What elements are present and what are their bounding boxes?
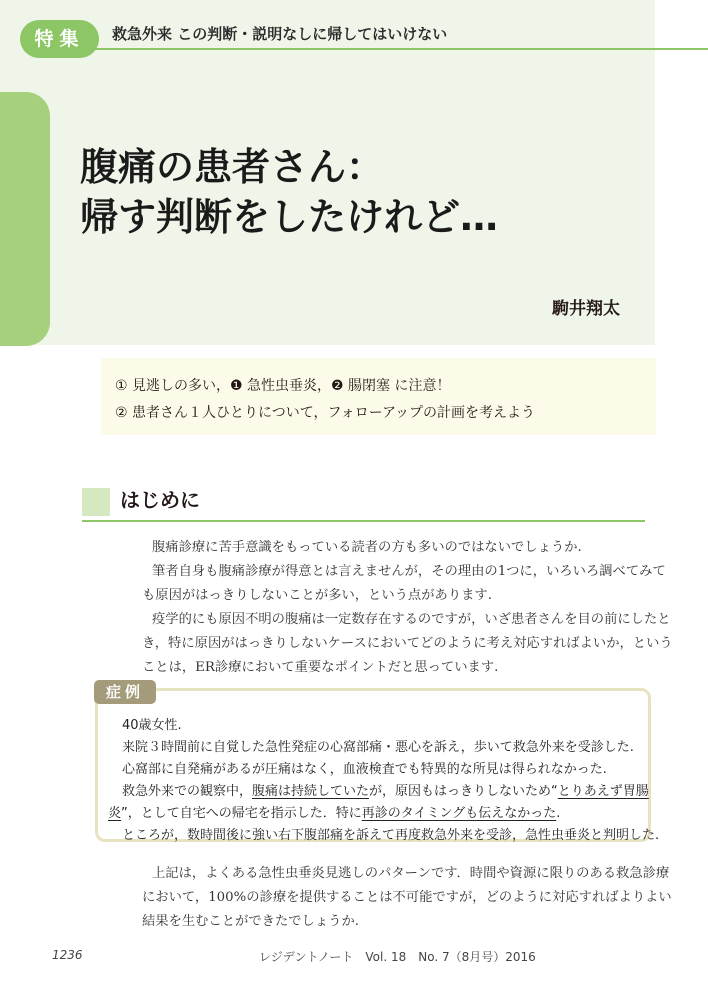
case-underlined-text: 炎 bbox=[108, 806, 122, 821]
case-line bbox=[122, 780, 649, 799]
case-line: 40歳女性. bbox=[122, 718, 182, 733]
paragraph-line: 上記は，よくある急性虫垂炎見逃しのパターンです．時間や資源に限りのある救急診療 bbox=[152, 866, 670, 881]
article-title-line1: 腹痛の患者さん： bbox=[80, 145, 385, 189]
author-name: 駒井翔太 bbox=[552, 299, 620, 319]
case-text: . bbox=[556, 806, 561, 821]
header-rule bbox=[70, 48, 708, 50]
journal-info: レジデントノート Vol. 18 No. 7（8月号）2016 bbox=[259, 950, 536, 964]
case-underlined-text: とりあえず胃腸 bbox=[557, 784, 649, 799]
paragraph-line: も原因がはっきりしないことが多い，という点があります. bbox=[142, 588, 492, 603]
section-heading: はじめに bbox=[120, 488, 200, 512]
case-underlined-text: 再診のタイミングも伝えなかった bbox=[361, 806, 557, 821]
article-title bbox=[80, 142, 498, 242]
series-title: 救急外来 この判断・説明なしに帰してはいけない bbox=[112, 25, 448, 43]
case-line: ところが，数時間後に強い右下腹部痛を訴えて再度救急外来を受診，急性虫垂炎と判明した. bbox=[122, 828, 660, 843]
section-rule bbox=[82, 520, 645, 522]
page-number: 1236 bbox=[52, 948, 83, 962]
case-text: 救急外来での観察中， bbox=[122, 784, 253, 799]
case-text: が，原因もはっきりしないため“ bbox=[369, 784, 558, 799]
case-line: 心窩部に自発痛があるが圧痛はなく，血液検査でも特異的な所見は得られなかった. bbox=[122, 762, 607, 777]
case-underlined-text: 腹痛は持続していた bbox=[252, 784, 370, 799]
paragraph-line: ことは，ER診療において重要なポイントだと思っています. bbox=[142, 660, 499, 675]
case-line: 来院３時間前に自覚した急性発症の心窩部痛・悪心を訴え，歩いて救急外来を受診した. bbox=[122, 740, 634, 755]
key-points-box bbox=[101, 358, 656, 435]
case-label: 症例 bbox=[94, 680, 156, 704]
paragraph-line: 筆者自身も腹痛診療が得意とは言えませんが，その理由の1つに，いろいろ調べてみて bbox=[152, 564, 666, 579]
paragraph-line: 腹痛診療に苦手意識をもっている読者の方も多いのではないでしょうか. bbox=[152, 540, 582, 555]
article-title-line2: 帰す判断をしたけれど… bbox=[80, 195, 499, 239]
paragraph-line: 疫学的にも原因不明の腹痛は一定数存在するのですが，いざ患者さんを目の前にしたと bbox=[152, 612, 671, 627]
side-tab-decoration bbox=[0, 92, 50, 346]
case-line bbox=[108, 802, 560, 821]
paragraph-line: において，100%の診療を提供することは不可能ですが，どのように対応すればよりよい bbox=[142, 890, 672, 905]
section-heading-marker bbox=[82, 488, 110, 516]
paragraph-line: き，特に原因がはっきりしないケースにおいてどのように考え対応すればよいか，という bbox=[142, 636, 673, 651]
paragraph-line: 結果を生むことができたでしょうか. bbox=[142, 914, 359, 929]
key-point-1: ① 見逃しの多い，❶ 急性虫垂炎，❷ 腸閉塞 に注意！ bbox=[115, 378, 451, 394]
key-point-2: ② 患者さん１人ひとりについて，フォローアップの計画を考えよう bbox=[115, 405, 536, 421]
case-text: ”，として自宅への帰宅を指示した．特に bbox=[121, 806, 362, 821]
feature-tag-badge: 特集 bbox=[20, 20, 99, 58]
